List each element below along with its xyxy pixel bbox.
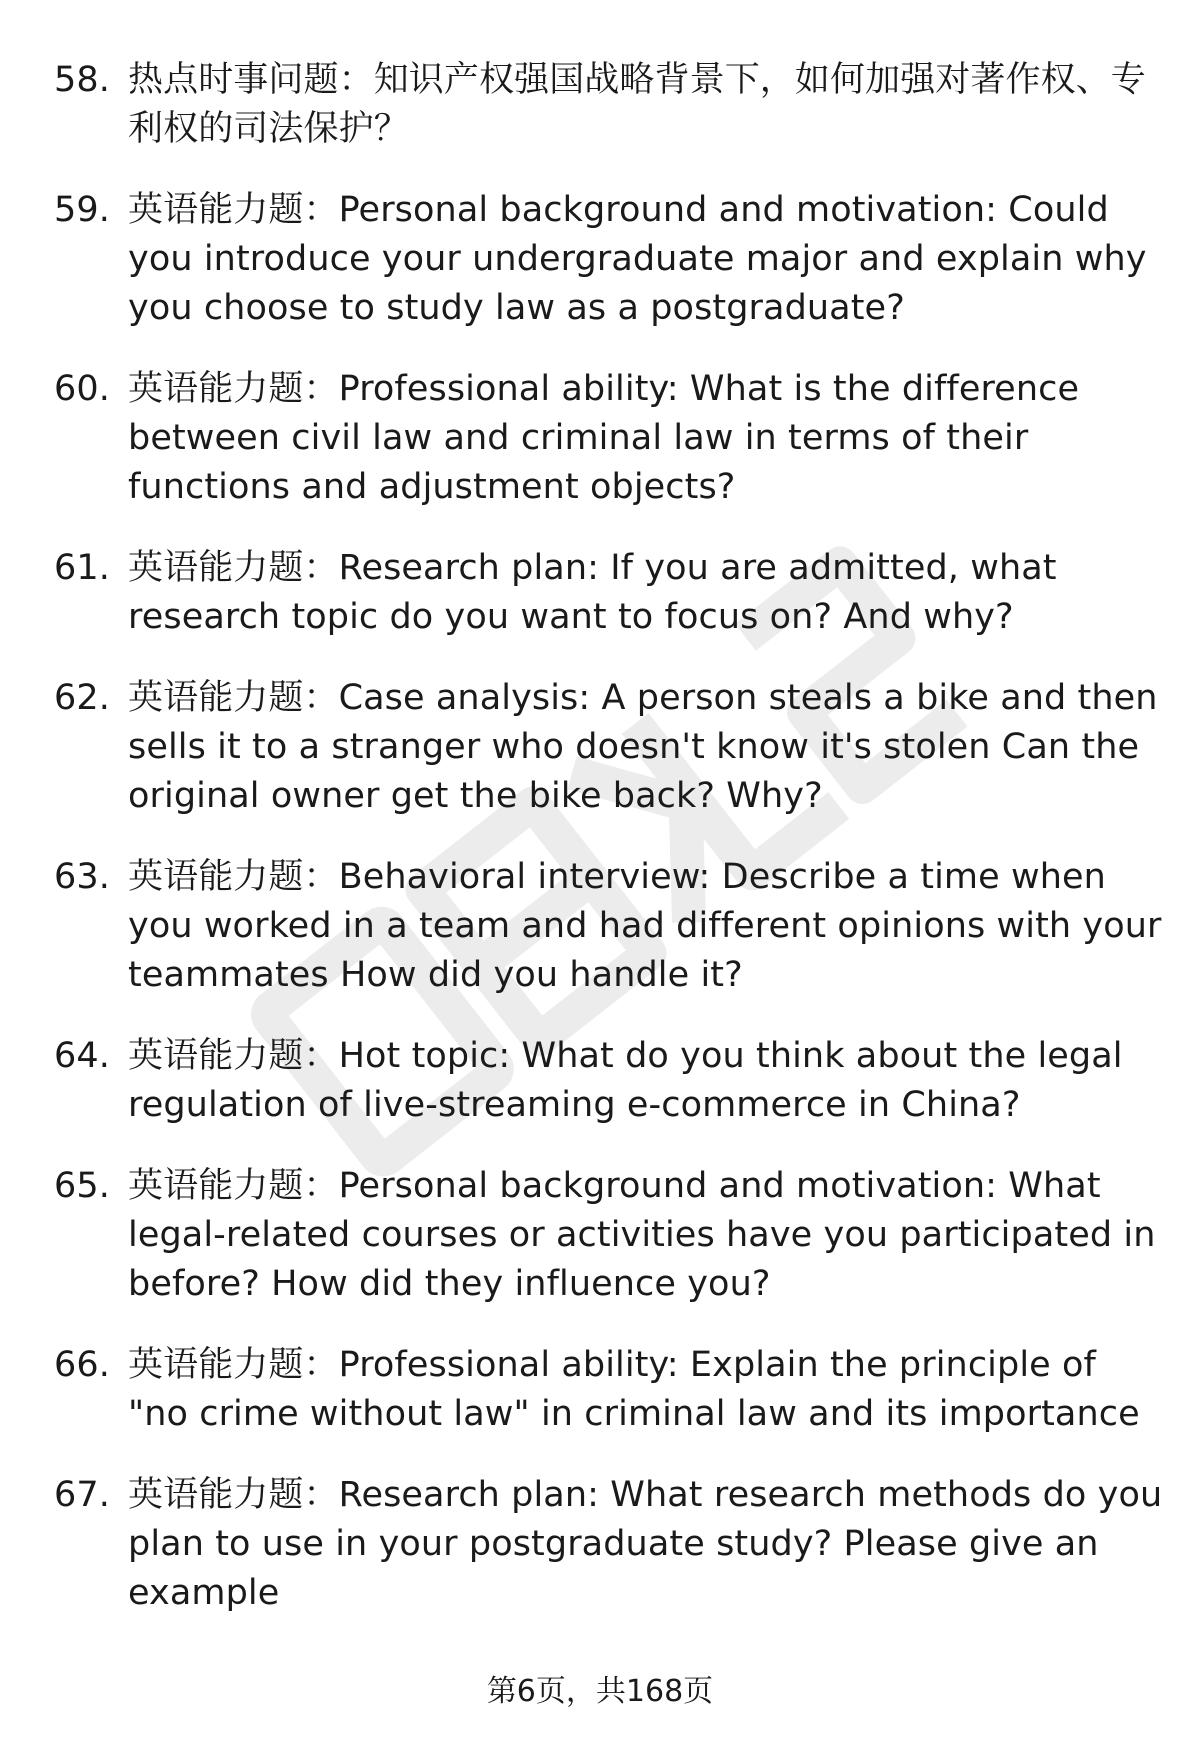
question-text: 英语能力题：Professional ability: Explain the principle of "no crime without law" in criminal law and its importance <box>128 1345 1140 1434</box>
question-number: 67. <box>54 1475 110 1515</box>
question-item <box>0 674 1200 821</box>
question-item <box>0 186 1200 333</box>
question-number: 60. <box>54 369 110 409</box>
question-text: 英语能力题：Research plan: What research methods do you plan to use in your postgraduate study? Please give an example <box>128 1475 1163 1613</box>
question-text: 英语能力题：Case analysis: A person steals a bike and then sells it to a stranger who doesn't know it's stolen Can the original owner get the bike back? Why? <box>128 678 1158 816</box>
question-item <box>0 1162 1200 1309</box>
question-item <box>0 1341 1200 1439</box>
question-text: 英语能力题：Professional ability: What is the difference between civil law and criminal law in terms of their functions and adjustment objects? <box>128 369 1080 507</box>
question-number: 61. <box>54 548 110 588</box>
question-item <box>0 1471 1200 1618</box>
question-list <box>0 56 1200 1650</box>
question-number: 59. <box>54 190 110 230</box>
question-text: 英语能力题：Personal background and motivation: What legal-related courses or activities have you participated in before? How did they influence you? <box>128 1166 1156 1304</box>
question-item <box>0 56 1200 154</box>
question-number: 63. <box>54 857 110 897</box>
question-text: 热点时事问题：知识产权强国战略背景下，如何加强对著作权、专利权的司法保护？ <box>128 60 1146 149</box>
page-number: 第6页，共168页 <box>486 1674 714 1709</box>
question-number: 65. <box>54 1166 110 1206</box>
question-text: 英语能力题：Hot topic: What do you think about the legal regulation of live-streaming e-commerce in China? <box>128 1036 1123 1125</box>
question-item <box>0 544 1200 642</box>
question-item <box>0 1032 1200 1130</box>
question-item <box>0 853 1200 1000</box>
question-text: 英语能力题：Behavioral interview: Describe a time when you worked in a team and had different opinions with your teammates How did you handle it? <box>128 857 1162 995</box>
question-text: 英语能力题：Research plan: If you are admitted, what research topic do you want to focus on? And why? <box>128 548 1057 637</box>
question-text: 英语能力题：Personal background and motivation: Could you introduce your undergraduate major and explain why you choose to study law as a postgraduate? <box>128 190 1147 328</box>
question-number: 62. <box>54 678 110 718</box>
question-item <box>0 365 1200 512</box>
question-number: 66. <box>54 1345 110 1385</box>
question-number: 64. <box>54 1036 110 1076</box>
question-number: 58. <box>54 60 110 100</box>
